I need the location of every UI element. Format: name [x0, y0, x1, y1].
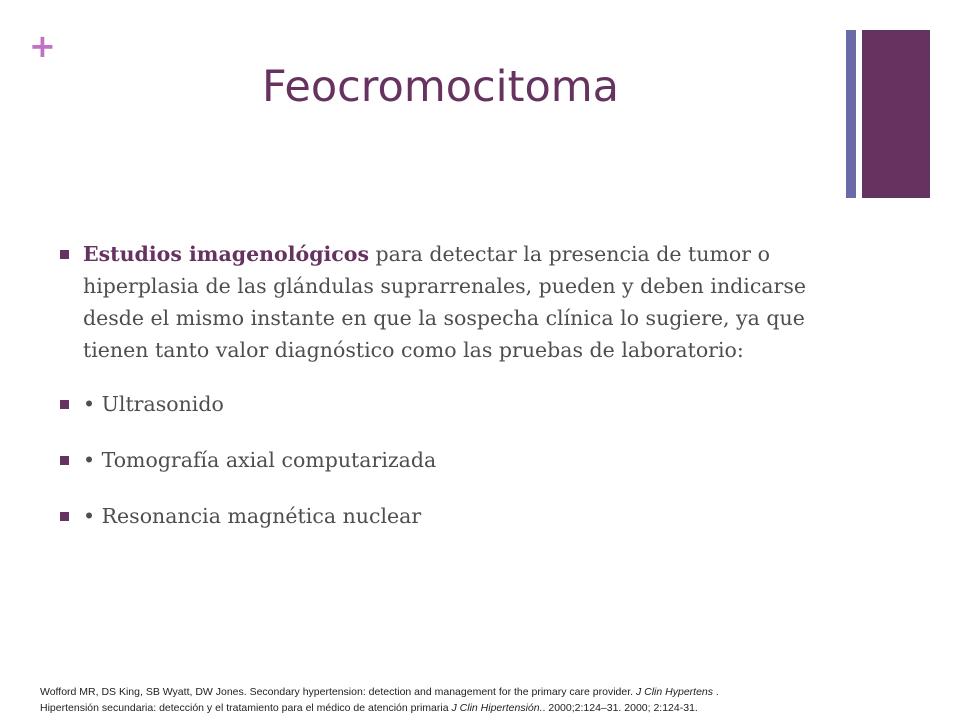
bullet-square-icon — [60, 456, 69, 465]
reference-1-end: . — [713, 686, 719, 698]
bullet-item-label: • Resonancia magnética nuclear — [83, 504, 422, 528]
reference-1-journal: J Clin Hypertens — [635, 686, 713, 698]
reference-line-1 — [40, 684, 940, 700]
bullet-item-main — [60, 238, 835, 366]
reference-1-text: Wofford MR, DS King, SB Wyatt, DW Jones. Secondary hypertension: detection and management for the primary care provider. — [40, 686, 636, 698]
slide-title: Feocromocitoma — [262, 62, 620, 112]
bullet-item-label: • Tomografía axial computarizada — [83, 448, 437, 472]
bullet-item-label: • Ultrasonido — [83, 392, 224, 416]
bullet-square-icon — [60, 512, 69, 521]
bullet-square-icon — [60, 400, 69, 409]
reference-2-end: . 2000;2:124–31. 2000; 2:124-31. — [542, 702, 698, 714]
reference-2-text: Hipertensión secundaria: detección y el tratamiento para el médico de atención primaria — [40, 702, 452, 714]
bullet-item-mri — [60, 500, 835, 532]
bullet-item-ultrasound — [60, 388, 835, 420]
bullet-main-bold: Estudios imagenológicos — [83, 242, 370, 266]
references — [40, 684, 940, 716]
plus-icon: + — [29, 27, 56, 65]
reference-2-journal: J Clin Hipertensión. — [451, 702, 543, 714]
bullet-main-text: para detectar la presencia de tumor o hiperplasia de las glándulas suprarrenales, pueden y deben indicarse desde el mismo instante en que la sospecha clínica lo sugiere, ya que tienen tanto valor diagnóstico como las pruebas de laboratorio: — [83, 242, 806, 362]
bullet-square-icon — [60, 250, 69, 259]
decorative-bar-thin — [846, 30, 856, 198]
decorative-bar-thick — [862, 30, 930, 198]
bullet-item-ct — [60, 444, 835, 476]
reference-line-2 — [40, 700, 940, 716]
bullet-list — [60, 238, 835, 556]
